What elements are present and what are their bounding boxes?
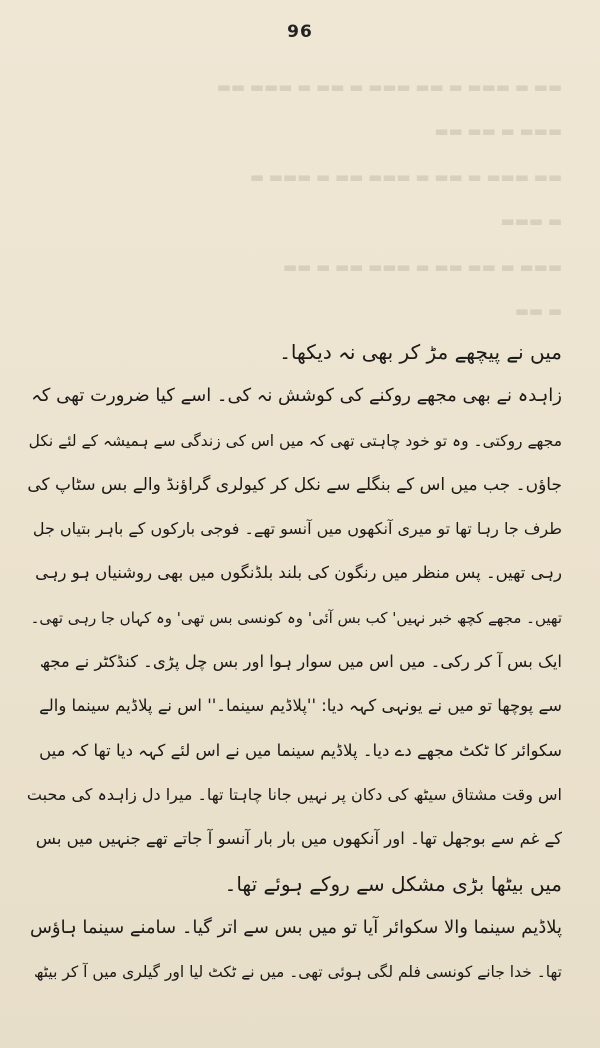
text-line: پلاڈیم سینما والا سکوائر آیا تو میں بس سے اتر گیا۔ سامنے سینما ہاؤس	[29, 916, 562, 938]
text-line: کے غم سے بوجھل تھا۔ اور آنکھوں میں بار بار آنسو آ جاتے تھے جنہیں میں بس	[35, 829, 562, 849]
text-line: سے پوچھا تو میں نے یونہی کہہ دیا: ''پلاڈیم سینما۔'' اس نے پلاڈیم سینما والے	[39, 696, 562, 716]
bleed-through-texture: ▬ ▬▬▬	[500, 212, 562, 230]
text-line: اس وقت مشتاق سیٹھ کی دکان پر نہیں جانا چاہتا تھا۔ میرا دل زاہدہ کی محبت	[26, 784, 562, 804]
text-line: رہی تھیں۔ پس منظر میں رنگون کی بلند بلڈنگوں میں بھی روشنیاں ہو رہی	[35, 563, 562, 583]
bleed-through-texture: ▬▬▬ ▬ ▬▬ ▬▬	[434, 122, 562, 140]
text-line: مجھے روکتی۔ وہ تو خود چاہتی تھی کہ میں اس کی زندگی سے ہمیشہ کے لئے نکل	[28, 431, 562, 450]
text-line: تھیں۔ مجھے کچھ خبر نہیں' کب بس آئی' وہ کونسی بس تھی' وہ کہاں جا رہی تھی۔	[30, 608, 562, 627]
body-text	[26, 330, 562, 994]
bleed-through-texture: ▬▬ ▬ ▬▬▬ ▬ ▬▬ ▬▬▬ ▬ ▬▬ ▬ ▬▬▬ ▬▬	[216, 78, 562, 96]
bleed-through-texture: ▬▬▬ ▬ ▬▬ ▬▬ ▬ ▬▬▬ ▬▬ ▬ ▬▬	[282, 258, 562, 276]
page-number: 96	[287, 22, 313, 42]
text-line: میں بیٹھا بڑی مشکل سے روکے ہوئے تھا۔	[224, 871, 562, 896]
bleed-through-texture: ▬ ▬▬	[514, 302, 562, 320]
text-line: ایک بس آ کر رکی۔ میں اس میں سوار ہوا اور بس چل پڑی۔ کنڈکٹر نے مجھ	[39, 652, 562, 672]
bleed-through-texture: ▬▬ ▬▬▬ ▬ ▬▬ ▬ ▬▬▬ ▬▬ ▬ ▬▬▬ ▬	[249, 168, 562, 186]
text-line: تھا۔ خدا جانے کونسی فلم لگی ہوئی تھی۔ میں نے ٹکٹ لیا اور گیلری میں آ کر بیٹھ	[33, 963, 562, 982]
paragraph	[26, 906, 562, 995]
text-line: طرف جا رہا تھا تو میری آنکھوں میں آنسو تھے۔ فوجی بارکوں کے باہر بتیاں جل	[32, 519, 562, 539]
text-line: میں نے پیچھے مڑ کر بھی نہ دیکھا۔	[279, 340, 562, 364]
text-line: سکوائر کا ٹکٹ مجھے دے دیا۔ پلاڈیم سینما میں نے اس لئے کہہ دیا تھا کہ میں	[39, 740, 562, 760]
text-line: زاہدہ نے بھی مجھے روکنے کی کوشش نہ کی۔ اسے کیا ضرورت تھی کہ	[31, 385, 562, 407]
paragraph	[26, 330, 562, 374]
text-line: جاؤں۔ جب میں اس کے بنگلے سے نکل کر کیولری گراؤنڈ والے بس سٹاپ کی	[27, 474, 562, 495]
paragraph	[26, 374, 562, 906]
